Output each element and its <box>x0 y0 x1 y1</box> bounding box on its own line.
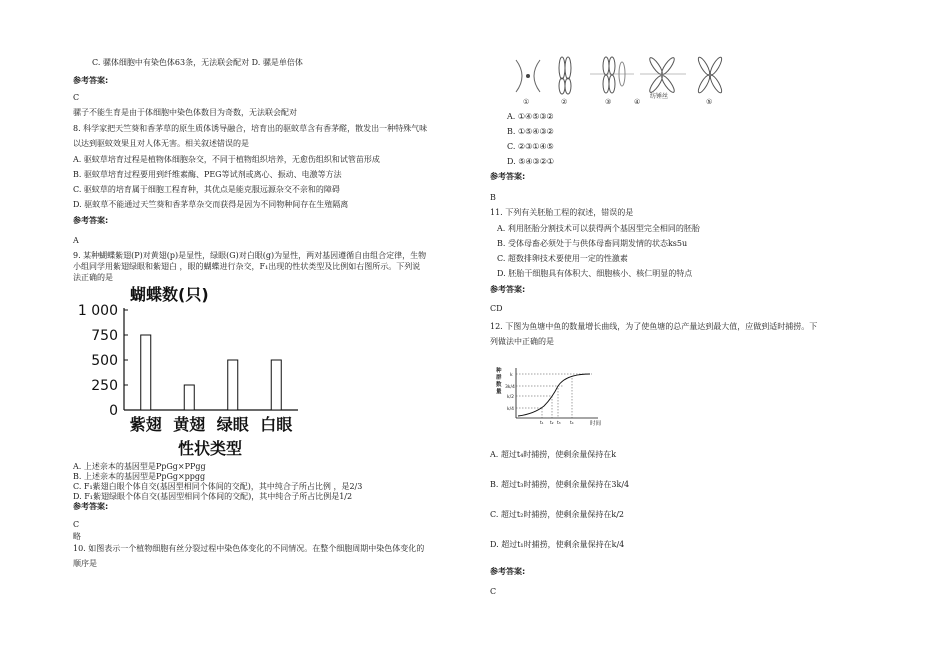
q8-stem-line1: 8. 科学家把天竺葵和香茅草的原生质体诱导融合，培育出的驱蚊草含有香茅醛，散发出一种特殊气味 <box>73 124 428 133</box>
q10-option-b: B. ①⑤④③② <box>507 127 554 136</box>
q9-option-c: C. F₁紫翅白眼个体自交(基因型相同个体间的交配)，其中纯合子所占比例 ，是2/3 <box>73 482 363 491</box>
chart-xlabel: 性状类型 <box>177 439 243 458</box>
q12-answer: C <box>490 587 497 596</box>
x-category-label: 黄翅 <box>173 415 206 434</box>
q12-answer-label: 参考答案: <box>490 567 526 576</box>
q7-explanation: 骡子不能生育是由于体细胞中染色体数目为奇数，无法联会配对 <box>73 108 297 117</box>
q9-option-b: B. 上述亲本的基因型是PpGg×ppgg <box>73 472 206 481</box>
q9-option-d: D. F₁紫翅绿眼个体自交(基因型相同个体间的交配)，其中纯合子所占比例是1/2 <box>73 492 353 501</box>
x-category-label: 白眼 <box>260 415 293 434</box>
y-tick-label: 1 000 <box>77 303 118 319</box>
level-3k4: 3k/4 <box>505 385 515 390</box>
q12-option-a: A. 超过t₄时捕捞，使剩余量保持在k <box>490 450 617 459</box>
q10-option-a: A. ①④⑤③② <box>507 112 554 121</box>
butterfly-bar-chart <box>70 282 310 460</box>
time-t3: t₃ <box>557 421 561 426</box>
bar-2 <box>228 360 238 410</box>
level-k: k <box>510 373 513 378</box>
q8-answer: A <box>73 236 79 245</box>
q9-option-a: A. 上述亲本的基因型是PpGg×PPgg <box>73 462 206 471</box>
curve-ylabel: 种 群 数 量 <box>496 368 502 395</box>
q8-option-a: A. 驱蚊草培育过程是植物体细胞杂交，不同于植物组织培养，无愈伤组织和试管苗形成 <box>73 155 380 164</box>
chromosome-1 <box>516 60 540 92</box>
q10-option-c: C. ②③①④⑤ <box>507 142 554 151</box>
q10-answer-label: 参考答案: <box>490 172 526 181</box>
q11-stem: 11. 下列有关胚胎工程的叙述，错误的是 <box>490 208 634 217</box>
q11-option-d: D. 胚胎干细胞具有体积大、细胞核小、核仁明显的特点 <box>497 269 693 278</box>
chart-title: 蝴蝶数(只) <box>130 285 209 304</box>
q12-stem-line2: 列做法中正确的是 <box>490 337 554 346</box>
y-tick-label: 750 <box>91 328 118 344</box>
y-tick-label: 500 <box>91 353 118 369</box>
q10-stem-line2: 顺序是 <box>73 559 97 568</box>
q12-option-d: D. 超过t₁时捕捞，使剩余量保持在k/4 <box>490 540 625 549</box>
bar-1 <box>184 385 194 410</box>
q9-answer-label: 参考答案: <box>73 502 109 511</box>
q9-stem-line1: 9. 某种蝴蝶紫翅(P)对黄翅(p)是显性，绿眼(G)对白眼(g)为显性，两对基因遵循自由组合定律，生物 <box>73 251 427 260</box>
label-1: ① <box>523 98 530 106</box>
q8-option-b: B. 驱蚊草培育过程要用到纤维素酶、PEG等试剂或离心、振动、电激等方法 <box>73 170 342 179</box>
q7-options-cd: C. 骡体细胞中有染色体63条，无法联会配对 D. 骡是单倍体 <box>92 58 303 67</box>
x-category-label: 绿眼 <box>216 415 249 434</box>
s-curve <box>518 374 590 416</box>
q12-stem-line1: 12. 下图为鱼塘中鱼的数量增长曲线，为了使鱼塘的总产量达到最大值，应做到适时捕捞。下 <box>490 322 818 331</box>
q11-answer-label: 参考答案: <box>490 285 526 294</box>
chromosome-3 <box>590 57 634 93</box>
q11-option-c: C. 超数排卵技术要使用一定的性激素 <box>497 254 628 263</box>
time-t4: t₄ <box>570 421 574 426</box>
q11-option-a: A. 利用胚胎分割技术可以获得两个基因型完全相同的胚胎 <box>497 224 700 233</box>
q10-answer: B <box>490 193 496 202</box>
label-3: ③ <box>605 98 612 106</box>
chromosome-4 <box>640 56 686 94</box>
q11-option-b: B. 受体母畜必须处于与供体母畜同期发情的状态ks5u <box>497 239 688 248</box>
q9-answer: C <box>73 520 80 529</box>
q8-option-d: D. 驱蚊草不能通过天竺葵和香茅草杂交而获得是因为不同物种间存在生殖隔离 <box>73 200 349 209</box>
chromosome-figure <box>508 52 744 106</box>
label-2: ② <box>561 98 568 106</box>
q7-answer: C <box>73 93 80 102</box>
y-tick-label: 0 <box>109 403 118 419</box>
level-k2: k/2 <box>507 395 514 400</box>
population-growth-curve <box>494 364 610 428</box>
q8-answer-label: 参考答案: <box>73 216 109 225</box>
level-k4: k/4 <box>507 407 514 412</box>
time-t2: t₂ <box>550 421 554 426</box>
bar-3 <box>271 360 281 410</box>
y-tick-label: 250 <box>91 378 118 394</box>
label-4: ④ <box>634 98 641 106</box>
q8-stem-line2: 以达到驱蚊效果且对人体无害。相关叙述错误的是 <box>73 139 249 148</box>
q9-stem-line3: 法正确的是 <box>73 273 113 282</box>
chromosome-5 <box>696 56 723 94</box>
label-5: ⑤ <box>706 98 713 106</box>
q9-stem-line2: 小组同学用紫翅绿眼和紫翅白 ，眼的蝴蝶进行杂交，F₁出现的性状类型及比例如右图所示。下列说 <box>73 262 421 271</box>
q9-explanation: 略 <box>73 532 81 541</box>
bar-0 <box>141 335 151 410</box>
time-t1: t₁ <box>540 421 544 426</box>
q12-option-b: B. 超过t₃时捕捞，使剩余量保持在3k/4 <box>490 480 630 489</box>
q8-option-c: C. 驱蚊草的培育属于细胞工程育种，其优点是能克服远源杂交不亲和的障碍 <box>73 185 340 194</box>
x-category-label: 紫翅 <box>129 415 162 434</box>
curve-xlabel: 时间 <box>590 421 602 427</box>
q12-option-c: C. 超过t₂时捕捞，使剩余量保持在k/2 <box>490 510 624 519</box>
spindle-label: 纺锤丝 <box>650 93 669 100</box>
q10-option-d: D. ⑤④③②① <box>507 157 555 166</box>
q7-answer-label: 参考答案: <box>73 76 109 85</box>
q11-answer: CD <box>490 304 503 313</box>
q10-stem-line1: 10. 如图表示一个植物细胞有丝分裂过程中染色体变化的不同情况。在整个细胞周期中染色体变化的 <box>73 544 425 553</box>
chromosome-2 <box>559 57 571 94</box>
